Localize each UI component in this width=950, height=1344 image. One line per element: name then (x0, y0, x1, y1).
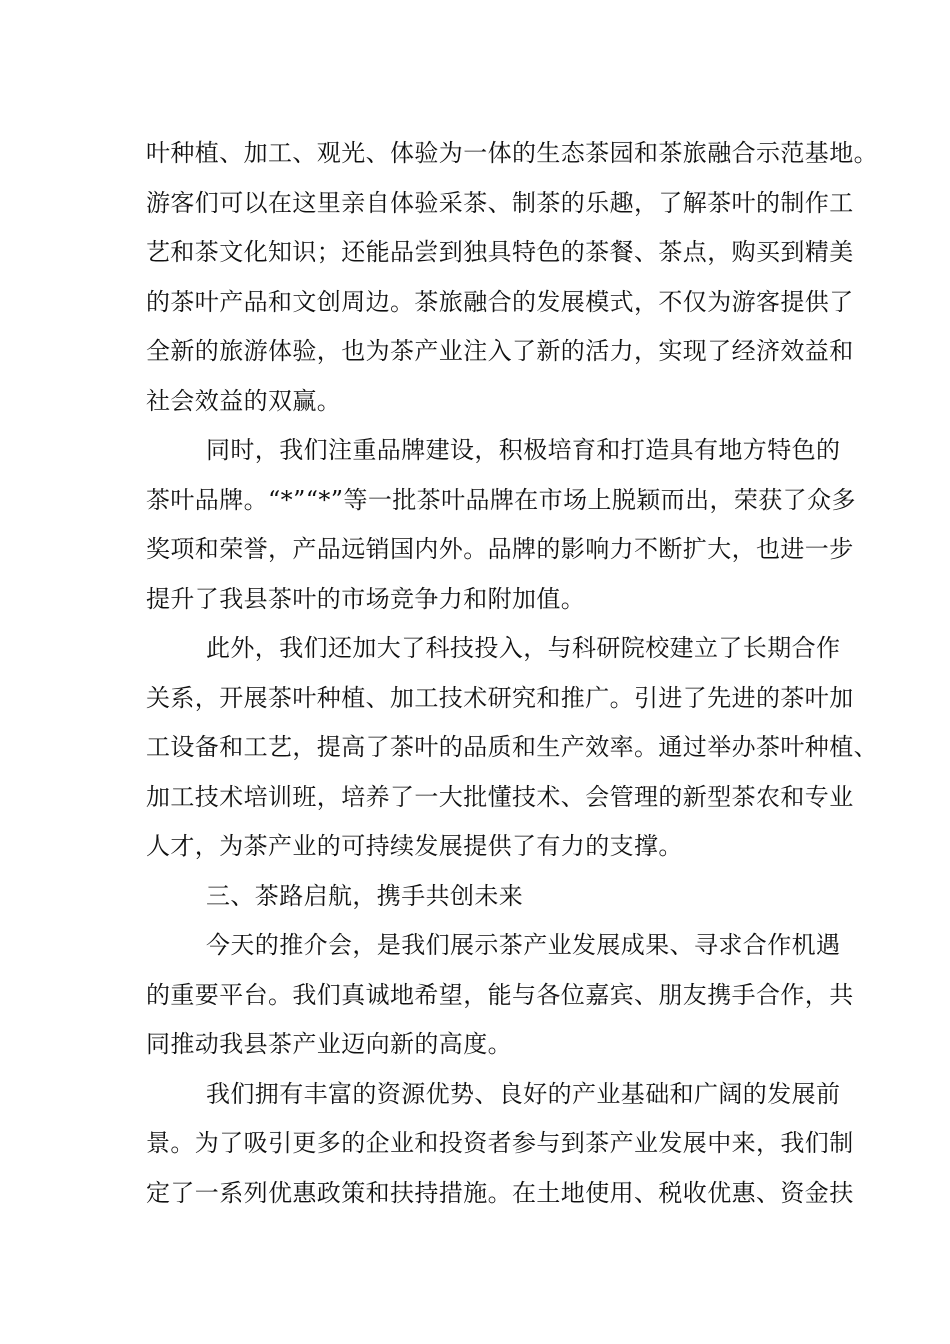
text-line: 工设备和工艺，提高了茶叶的品质和生产效率。通过举办茶叶种植、 (146, 733, 878, 761)
paragraph-first-line: 今天的推介会，是我们展示茶产业发展成果、寻求合作机遇 (206, 931, 841, 959)
section-heading: 三、茶路启航，携手共创未来 (206, 882, 524, 910)
text-line: 全新的旅游体验，也为茶产业注入了新的活力，实现了经济效益和 (146, 337, 854, 365)
text-line: 的重要平台。我们真诚地希望，能与各位嘉宾、朋友携手合作，共 (146, 981, 854, 1009)
text-line: 景。为了吸引更多的企业和投资者参与到茶产业发展中来，我们制 (146, 1129, 854, 1157)
text-line: 定了一系列优惠政策和扶持措施。在土地使用、税收优惠、资金扶 (146, 1179, 854, 1207)
text-line: 叶种植、加工、观光、体验为一体的生态茶园和茶旅融合示范基地。 (146, 139, 878, 167)
text-line: 的茶叶产品和文创周边。茶旅融合的发展模式，不仅为游客提供了 (146, 288, 854, 316)
paragraph-first-line: 此外，我们还加大了科技投入，与科研院校建立了长期合作 (206, 634, 841, 662)
text-line: 游客们可以在这里亲自体验采茶、制茶的乐趣，了解茶叶的制作工 (146, 189, 854, 217)
text-line: 奖项和荣誉，产品远销国内外。品牌的影响力不断扩大，也进一步 (146, 535, 854, 563)
paragraph-first-line: 同时，我们注重品牌建设，积极培育和打造具有地方特色的 (206, 436, 841, 464)
text-line: 艺和茶文化知识；还能品尝到独具特色的茶餐、茶点，购买到精美 (146, 238, 854, 266)
paragraph-first-line: 我们拥有丰富的资源优势、良好的产业基础和广阔的发展前 (206, 1080, 841, 1108)
text-line: 加工技术培训班，培养了一大批懂技术、会管理的新型茶农和专业 (146, 783, 854, 811)
text-line: 关系，开展茶叶种植、加工技术研究和推广。引进了先进的茶叶加 (146, 684, 854, 712)
text-line: 茶叶品牌。“*”“*”等一批茶叶品牌在市场上脱颖而出，荣获了众多 (146, 486, 856, 514)
text-line: 提升了我县茶叶的市场竞争力和附加值。 (146, 585, 586, 613)
text-line: 人才，为茶产业的可持续发展提供了有力的支撑。 (146, 832, 683, 860)
text-line: 社会效益的双赢。 (146, 387, 342, 415)
text-line: 同推动我县茶产业迈向新的高度。 (146, 1030, 512, 1058)
